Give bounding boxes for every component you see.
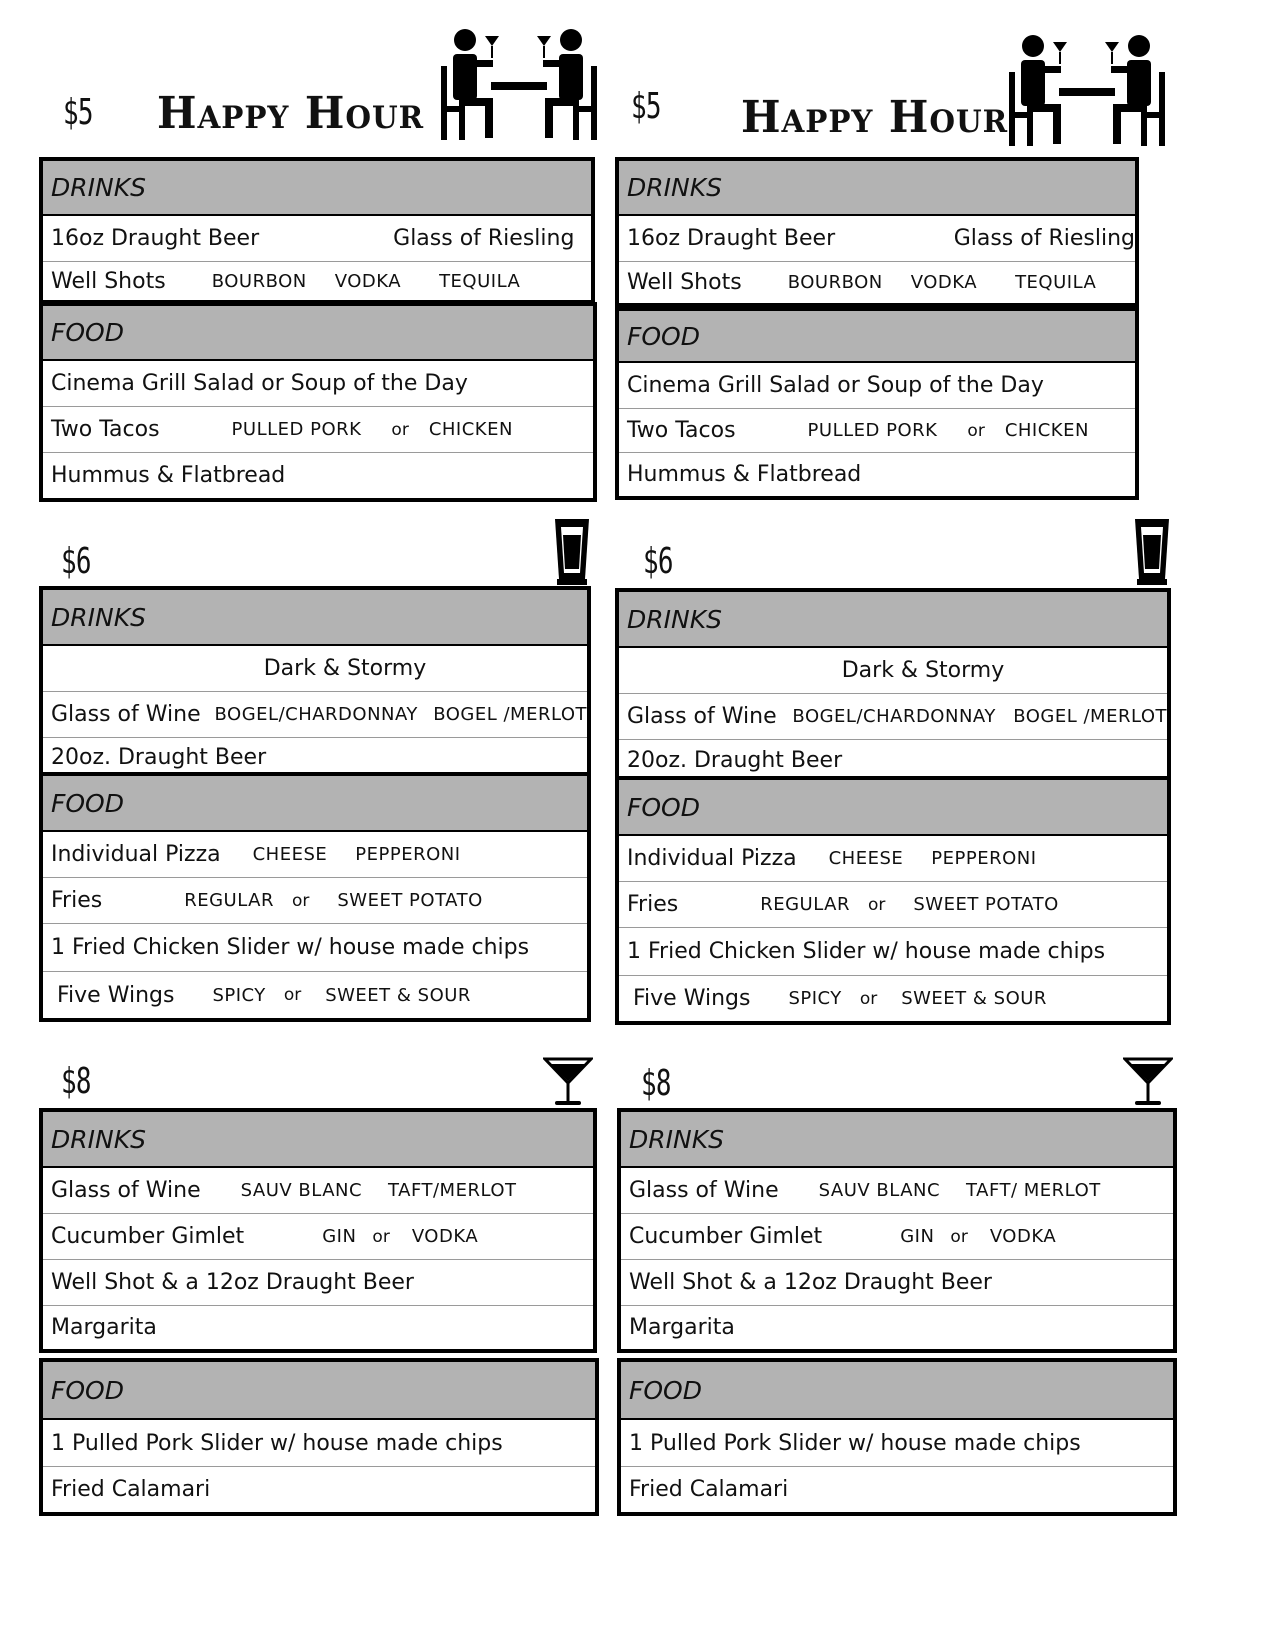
or-separator: or (950, 1226, 968, 1247)
item-option: REGULAR (184, 890, 274, 911)
menu-item-row (43, 738, 587, 776)
section-header: DRINKS (619, 161, 1135, 216)
martini-glass-icon (1123, 1055, 1173, 1107)
menu-item-row (43, 832, 587, 878)
menu-item-row (619, 262, 1135, 303)
tier-6-header (39, 515, 639, 590)
section-header: DRINKS (43, 590, 587, 646)
price-label: $5 (631, 86, 661, 127)
item-option: PEPPERONI (931, 848, 1037, 869)
item-option: GIN (322, 1226, 357, 1247)
item-option: BOGEL/CHARDONNAY (792, 706, 996, 727)
menu-item-row (619, 216, 1135, 262)
menu-item-row (619, 882, 1167, 928)
item-option: TAFT/ MERLOT (966, 1180, 1101, 1201)
item-name: 1 Fried Chicken Slider w/ house made chips (51, 935, 530, 960)
menu-item-row (619, 363, 1135, 409)
item-option: VODKA (411, 1226, 479, 1247)
menu-item-row (43, 453, 593, 498)
menu-item-row (43, 878, 587, 924)
tier-6-drinks-box (615, 588, 1171, 780)
item-option: SAUV BLANC (240, 1180, 363, 1201)
menu-item-row (619, 976, 1167, 1021)
menu-item-row (621, 1306, 1173, 1349)
section-header: FOOD (43, 776, 587, 832)
item-name: Well Shot & a 12oz Draught Beer (629, 1270, 992, 1295)
item-name: Glass of Wine (627, 704, 777, 729)
item-name: Fried Calamari (51, 1477, 211, 1502)
menu-item-row (621, 1420, 1173, 1467)
pint-glass-icon (1133, 517, 1171, 587)
menu-column-left (39, 0, 639, 1650)
menu-item-row (43, 1420, 595, 1467)
menu-item-row (43, 361, 593, 407)
item-option: TEQUILA (439, 270, 521, 292)
item-name: Glass of Riesling (953, 226, 1135, 251)
item-name: Glass of Wine (51, 1178, 201, 1203)
item-option: SWEET POTATO (337, 890, 483, 911)
item-option: REGULAR (760, 894, 850, 915)
item-option: SWEET POTATO (913, 894, 1059, 915)
item-name: Well Shots (627, 270, 742, 295)
item-name: 20oz. Draught Beer (627, 747, 843, 773)
tier-6-header (643, 515, 1247, 590)
item-name: Cinema Grill Salad or Soup of the Day (51, 371, 468, 396)
item-option: SAUV BLANC (818, 1180, 941, 1201)
item-option: PEPPERONI (355, 844, 461, 865)
or-separator: or (283, 985, 302, 1005)
item-name: Fries (627, 892, 679, 917)
item-name: Dark & Stormy (263, 656, 427, 681)
menu-item-row (43, 1260, 593, 1306)
tier-5-header (631, 20, 1247, 160)
or-separator: or (859, 988, 878, 1009)
tier-8-food-box (617, 1358, 1177, 1516)
item-option: VODKA (910, 272, 978, 293)
item-name: 20oz. Draught Beer (51, 744, 267, 770)
menu-item-row (43, 924, 587, 972)
item-name: Two Tacos (51, 417, 160, 442)
item-option: VODKA (989, 1226, 1057, 1247)
item-option: SPICY (788, 988, 842, 1009)
item-name: Individual Pizza (627, 846, 797, 871)
tier-8-food-box (39, 1358, 599, 1516)
section-header: FOOD (619, 311, 1135, 363)
item-name: Well Shots (51, 268, 166, 294)
or-separator: or (967, 420, 985, 441)
section-header: FOOD (43, 306, 593, 361)
menu-item-row (43, 1214, 593, 1260)
item-name: Fries (51, 888, 103, 913)
item-option: BOURBON (787, 272, 883, 293)
happy-hour-title: Happy Hour (741, 92, 1009, 143)
item-option: BOGEL/CHARDONNAY (214, 704, 418, 725)
item-option: TAFT/MERLOT (388, 1180, 517, 1201)
item-name: Glass of Wine (51, 702, 201, 727)
price-label: $8 (641, 1063, 671, 1104)
menu-item-row (621, 1467, 1173, 1512)
menu-item-row (43, 1168, 593, 1214)
menu-item-row (619, 694, 1167, 740)
tier-8-header (39, 1055, 639, 1110)
item-name: 16oz Draught Beer (627, 226, 836, 251)
menu-item-row (621, 1168, 1173, 1214)
menu-item-row (619, 836, 1167, 882)
menu-item-row (43, 646, 587, 692)
tier-5-header (39, 20, 639, 160)
item-option: SWEET & SOUR (901, 988, 1047, 1009)
tier-6-food-box (615, 776, 1171, 1025)
or-separator: or (391, 419, 409, 440)
menu-item-row (43, 972, 587, 1018)
menu-column-right (627, 0, 1247, 1650)
item-name: Cinema Grill Salad or Soup of the Day (627, 373, 1044, 398)
tier-8-drinks-box (39, 1108, 597, 1353)
item-option: CHEESE (828, 848, 904, 869)
item-name: Margarita (51, 1315, 157, 1340)
item-option: VODKA (334, 270, 402, 292)
section-header: FOOD (43, 1362, 595, 1420)
section-header: DRINKS (619, 592, 1167, 648)
item-name: 1 Pulled Pork Slider w/ house made chips (51, 1430, 503, 1456)
or-separator: or (867, 894, 886, 915)
menu-item-row (619, 740, 1167, 780)
item-option: CHICKEN (428, 419, 513, 440)
item-name: Fried Calamari (629, 1477, 789, 1502)
tier-6-food-box (39, 772, 591, 1022)
menu-item-row (619, 409, 1135, 453)
section-header: DRINKS (43, 1112, 593, 1168)
menu-item-row (43, 1467, 595, 1512)
item-name: Cucumber Gimlet (51, 1224, 245, 1249)
bar-patrons-icon (1007, 32, 1167, 156)
item-name: Well Shot & a 12oz Draught Beer (51, 1270, 414, 1295)
item-name: Two Tacos (627, 418, 736, 443)
menu-item-row (619, 453, 1135, 496)
tier-8-drinks-box (617, 1108, 1177, 1353)
or-separator: or (372, 1226, 390, 1247)
price-label: $6 (61, 541, 91, 582)
item-name: Dark & Stormy (841, 658, 1005, 683)
section-header: DRINKS (621, 1112, 1173, 1168)
price-label: $5 (63, 92, 93, 133)
menu-item-row (43, 692, 587, 738)
item-name: 1 Pulled Pork Slider w/ house made chips (629, 1430, 1081, 1456)
item-option: BOGEL /MERLOT (1013, 706, 1167, 727)
price-label: $6 (643, 541, 673, 582)
item-option: CHEESE (252, 844, 328, 865)
item-option: SWEET & SOUR (325, 984, 471, 1006)
item-option: GIN (900, 1226, 935, 1247)
item-option: BOURBON (211, 270, 307, 292)
bar-patrons-icon (439, 26, 599, 150)
item-option: PULLED PORK (231, 419, 362, 440)
tier-5-food-box (39, 302, 597, 502)
section-header: FOOD (621, 1362, 1173, 1420)
item-option: TEQUILA (1015, 272, 1097, 293)
item-option: PULLED PORK (807, 420, 938, 441)
section-header: DRINKS (43, 161, 591, 216)
item-name: Margarita (629, 1315, 735, 1340)
price-label: $8 (61, 1061, 91, 1102)
tier-6-drinks-box (39, 586, 591, 776)
or-separator: or (291, 890, 310, 911)
menu-item-row (619, 648, 1167, 694)
menu-item-row (43, 1306, 593, 1349)
item-name: Glass of Wine (629, 1178, 779, 1203)
item-name: 1 Fried Chicken Slider w/ house made chips (627, 939, 1106, 964)
item-option: CHICKEN (1004, 420, 1089, 441)
item-name: Glass of Riesling (393, 226, 575, 251)
tier-5-drinks-box (39, 157, 595, 304)
menu-item-row (619, 928, 1167, 976)
tier-8-header (641, 1055, 1247, 1110)
item-name: Five Wings (633, 986, 751, 1011)
item-name: Individual Pizza (51, 842, 221, 867)
section-header: FOOD (619, 780, 1167, 836)
menu-item-row (43, 407, 593, 453)
item-option: SPICY (212, 984, 266, 1006)
pint-glass-icon (553, 517, 591, 587)
menu-item-row (621, 1260, 1173, 1306)
item-name: 16oz Draught Beer (51, 226, 260, 251)
menu-item-row (43, 262, 591, 300)
menu-item-row (621, 1214, 1173, 1260)
tier-5-food-box (615, 307, 1139, 500)
menu-item-row (43, 216, 591, 262)
tier-5-drinks-box (615, 157, 1139, 307)
happy-hour-title: Happy Hour (157, 88, 425, 139)
item-name: Hummus & Flatbread (51, 463, 286, 488)
item-name: Hummus & Flatbread (627, 462, 862, 487)
martini-glass-icon (543, 1055, 593, 1107)
item-name: Five Wings (57, 982, 175, 1008)
item-name: Cucumber Gimlet (629, 1224, 823, 1249)
item-option: BOGEL /MERLOT (433, 704, 587, 725)
